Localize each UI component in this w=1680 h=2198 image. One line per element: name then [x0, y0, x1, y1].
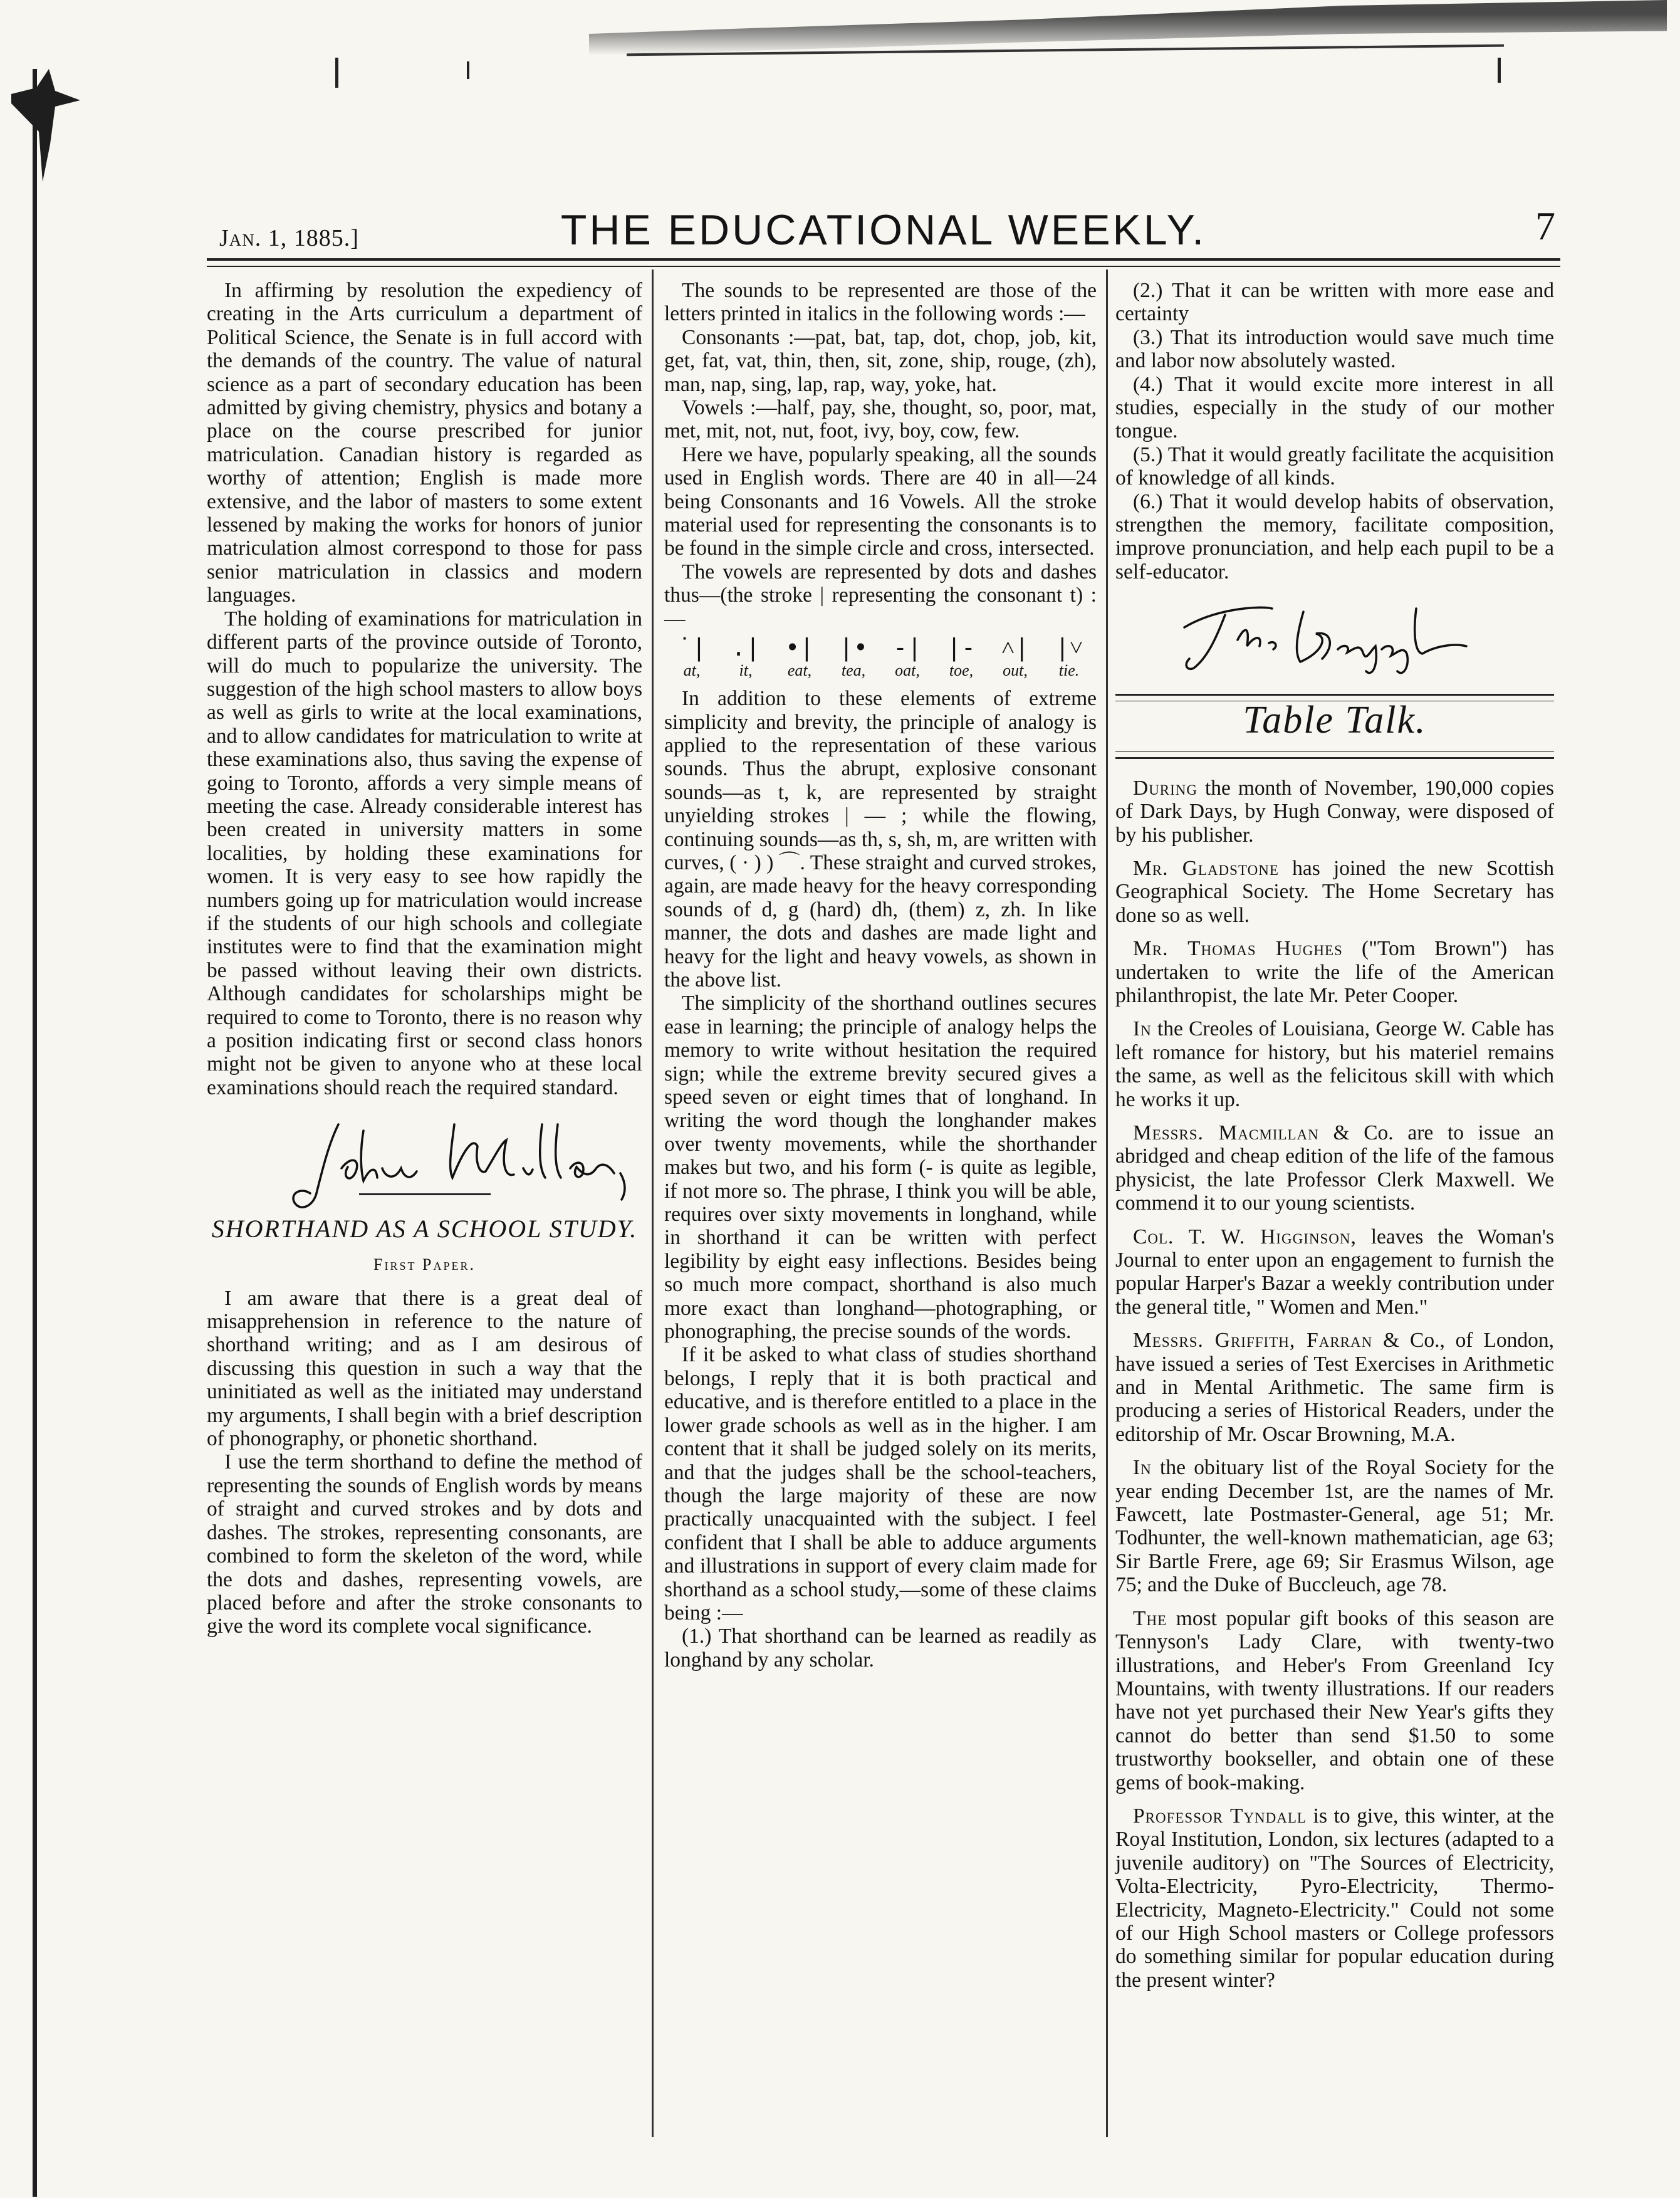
page-header	[207, 188, 1560, 263]
shorthand-word: out,	[1003, 661, 1028, 680]
shorthand-glyph: |•	[839, 634, 868, 662]
item-text: the Creoles of Louisiana, George W. Cable has left romance for history, but his materiel remains the same, as well as the felicitous skill with which he works it up.	[1115, 1017, 1554, 1111]
item-lead: Mr. Gladstone	[1133, 856, 1279, 880]
paragraph: Here we have, popularly speaking, all the sounds used in English words. There are 40 in all—24 being Consonants and 16 Vowels. All the stroke material used for representing the consonants is to be found in the simple circle and cross, intersected.	[664, 442, 1097, 560]
table-talk-item	[1115, 1607, 1554, 1794]
shorthand-glyph: |˅	[1055, 634, 1083, 662]
article-title: SHORTHAND AS A SCHOOL STUDY.	[211, 1215, 638, 1243]
claim: (5.) That it would greatly facilitate the acquisition of knowledge of all kinds.	[1115, 442, 1554, 490]
shorthand-example	[990, 634, 1040, 681]
item-lead: Professor Tyndall	[1133, 1804, 1307, 1828]
item-text: & Co. are to issue an abridged and cheap edition of the life of the famous physicist, the late Professor Clerk Maxwell. We commend it to our young scientists.	[1115, 1121, 1554, 1215]
shorthand-glyph: ˙|	[677, 634, 706, 662]
signature-thos-bengough	[1115, 584, 1554, 684]
column-1	[207, 279, 642, 1638]
shorthand-word: eat,	[787, 661, 812, 680]
item-text: has joined the new Scottish Geographical Society. The Home Secretary has done so as well.	[1115, 856, 1554, 927]
table-talk-heading: Table Talk.	[1243, 699, 1427, 742]
column-2	[664, 279, 1097, 1672]
item-lead: Mr. Thomas Hughes	[1133, 937, 1343, 961]
item-text: is to give, this winter, at the Royal Institution, London, six lectures (adapted to a juvenile auditory) on "The Sources of Electricity, Volta-Electricity, Pyro-Electricity, Thermo-Electricity, Magneto-Electricity." Could not some of our High School masters or College professors do something similar for popular education during the present winter?	[1115, 1804, 1555, 1992]
shorthand-word: tea,	[841, 661, 866, 680]
shorthand-word: oat,	[895, 661, 920, 680]
signature-john-millar	[207, 1099, 642, 1218]
paragraph: The vowels are represented by dots and dashes thus—(the stroke | representing the consonant t) :—	[664, 560, 1097, 631]
shorthand-glyph: •|	[785, 634, 814, 662]
item-lead: Messrs. Griffith, Farran	[1133, 1329, 1373, 1353]
paragraph: The sounds to be represented are those of the letters printed in italics in the following words :—	[664, 279, 1097, 326]
item-text: leaves the Woman's Journal to enter upon an engagement to furnish the popular Harper's Bazar a weekly contribution under the general title, " Women and Men."	[1115, 1225, 1554, 1319]
shorthand-example	[882, 634, 932, 681]
claim: (4.) That it would excite more interest in all studies, especially in the study of our mother tongue.	[1115, 372, 1554, 443]
item-text: the obituary list of the Royal Society for the year ending December 1st, are the names of Mr. Fawcett, late Postmaster-General, age 51; Mr. Todhunter, the well-known mathematician, age 63; Sir Bartle Frere, age 69; Sir Erasmus Wilson, age 75; and the Duke of Buccleuch, age 78.	[1115, 1456, 1554, 1597]
consonants-list: Consonants :—pat, bat, tap, dot, chop, job, kit, get, fat, vat, thin, then, sit, zone, ship, rouge, (zh), man, nap, sing, lap, rap, way, yoke, hat.	[664, 325, 1097, 396]
shorthand-glyph: ˄|	[1001, 634, 1030, 662]
publication-title: THE EDUCATIONAL WEEKLY.	[560, 206, 1207, 254]
shorthand-word: it,	[739, 661, 753, 680]
paragraph: I use the term shorthand to define the method of representing the sounds of English words by means of straight and curved strokes and by dots and dashes. The strokes, representing consonants, are combined to form the skeleton of the word, while the dots and dashes, representing vowels, are placed before and after the stroke consonants to give the word its complete vocal significance.	[207, 1450, 642, 1638]
item-lead: Col. T. W. Higginson,	[1133, 1225, 1357, 1248]
shorthand-word: at,	[683, 661, 701, 680]
shorthand-glyph: -|	[893, 634, 922, 662]
column-divider	[1106, 270, 1108, 2137]
claim: (3.) That its introduction would save much time and labor now absolutely wasted.	[1115, 325, 1554, 373]
item-lead: The	[1133, 1606, 1167, 1630]
header-rule	[207, 258, 1560, 267]
scan-mark	[1498, 58, 1501, 83]
claim: (6.) That it would develop habits of observation, strengthen the memory, facilitate composition, improve pronunciation, and help each pupil to be a self-educator.	[1115, 489, 1554, 584]
column-3	[1115, 279, 1554, 2002]
item-lead: In	[1133, 1017, 1152, 1041]
shorthand-example	[1044, 634, 1094, 681]
paragraph: The simplicity of the shorthand outlines secures ease in learning; the principle of analogy helps the memory to write without hesitation the required sign; while the extreme brevity secured gives a speed seven or eight times that of longhand. In writing the word though the longhander makes over twenty movements, while the shorthander makes but two, and his form (- is quite as legible, if not more so. The phrase, I think you will be able, requires over sixty movements in longhand, while in shorthand it can be written with perfect legibility by eight easy inflections. Besides being so much more compact, shorthand is also much more exact than longhand—photographing, or phonographing, the precise sounds of the words.	[664, 992, 1097, 1344]
item-lead: During	[1133, 776, 1198, 800]
shorthand-glyph: |-	[947, 634, 976, 662]
scan-binding-edge	[33, 69, 37, 2197]
scan-mark	[335, 58, 338, 88]
shorthand-example	[828, 634, 879, 681]
vowels-list: Vowels :—half, pay, she, thought, so, poor, mat, met, mit, not, nut, foot, ivy, boy, cow, few.	[664, 396, 1097, 443]
shorthand-example	[775, 634, 825, 681]
table-talk-item	[1115, 1456, 1554, 1596]
shorthand-example	[721, 634, 771, 681]
paragraph: In addition to these elements of extreme simplicity and brevity, the principle of analogy is applied to the representation of these various sounds. Thus the abrupt, explosive consonant sounds—as t, k, are represented by straight unyielding strokes | — ; while the flowing, continuing sounds—as th, s, sh, m, are written with curves, ( · ) ) ⌒. These straight and curved strokes, again, are made heavy for the heavy corresponding sounds of d, g (hard) dh, (them) z, zh. In like manner, the dots and dashes are made light and heavy for the light and heavy vowels, as shown in the above list.	[664, 687, 1097, 992]
item-lead: Messrs. Macmillan	[1133, 1121, 1319, 1144]
table-talk-item	[1115, 857, 1554, 927]
shorthand-word: tie.	[1058, 661, 1080, 680]
table-talk-item	[1115, 1121, 1554, 1215]
shorthand-example	[667, 634, 717, 681]
column-divider	[652, 270, 654, 2137]
item-text: most popular gift books of this season are Tennyson's Lady Clare, with twenty-two illustrations, and Heber's From Greenland Icy Mountains, with twenty illustrations. If our readers have not yet purchased their New Year's gifts they cannot do better than send $1.50 to some trustworthy bookseller, and obtain one of these gems of book-making.	[1115, 1606, 1554, 1794]
shorthand-glyph: .|	[731, 634, 760, 662]
shorthand-word: toe,	[949, 661, 974, 680]
table-talk-items	[1115, 777, 1554, 1992]
paragraph: I am aware that there is a great deal of misapprehension in reference to the nature of shorthand writing; and as I am desirous of discussing this question in such a way that the uninitiated as well as the initiated may understand my arguments, I shall begin with a brief description of phonography, or phonetic shorthand.	[207, 1286, 642, 1451]
item-text: & Co., of London, have issued a series of Test Exercises in Arithmetic and in Mental Arithmetic. The same firm is producing a series of Historical Readers, under the editorship of Mr. Oscar Browning, M.A.	[1115, 1329, 1554, 1446]
table-talk-item	[1115, 1017, 1554, 1111]
page-number: 7	[1535, 204, 1555, 248]
shorthand-vowel-examples	[664, 631, 1097, 681]
item-text: the month of November, 190,000 copies of Dark Days, by Hugh Conway, were disposed of by his publisher.	[1115, 776, 1554, 847]
paragraph: (1.) That shorthand can be learned as readily as longhand by any scholar.	[664, 1625, 1097, 1672]
section-rule	[359, 1193, 491, 1195]
table-talk-rule	[1115, 751, 1554, 759]
item-text: ("Tom Brown") has undertaken to write the life of the American philanthropist, the late Mr. Peter Cooper.	[1115, 937, 1554, 1007]
item-lead: In	[1133, 1456, 1152, 1480]
table-talk-item	[1115, 777, 1554, 847]
paragraph: The holding of examinations for matriculation in different parts of the province outside of Toronto, will do much to popularize the university. The suggestion of the high school masters to allow boys as well as girls to write at the local examinations, and to allow candidates for matriculation to write at these examinations also, thus saving the expense of going to Toronto, affords a very simple means of meeting the case. Already considerable interest has been created in university matters in some localities, by holding these examinations for women. It is very easy to see how rapidly the numbers going up for matriculation would increase if the students of our high schools and collegiate institutes were to find that the examination might be passed without leaving their own districts. Although candidates for scholarships might be required to come to Toronto, there is no reason why a position indicating first or second class honors might not be given to anyone who at these local examinations should reach the required standard.	[207, 607, 642, 1099]
table-talk-item	[1115, 937, 1554, 1007]
article-subtitle: First Paper.	[373, 1255, 476, 1274]
issue-date: Jan. 1, 1885.]	[219, 225, 359, 251]
paragraph: If it be asked to what class of studies shorthand belongs, I reply that it is both practical and educative, and is therefore entitled to a place in the lower grade schools as well as in the higher. I am content that it shall be judged solely on its merits, and that the judges shall be the school-teachers, though the large majority of these are now practically unacquainted with the subject. I feel confident that I shall be able to adduce arguments and illustrations in support of every claim made for shorthand as a school study,—some of these claims being :—	[664, 1343, 1097, 1625]
table-talk-item	[1115, 1804, 1554, 1992]
scan-binding-blob	[11, 69, 80, 182]
paragraph: In affirming by resolution the expediency of creating in the Arts curriculum a department of Political Science, the Senate is in full accord with the demands of the country. The value of natural science as a part of secondary education has been admitted by giving chemistry, physics and botany a place on the course prescribed for junior matriculation. Canadian history is regarded as worthy of attention; English is made more extensive, and the labor of masters to some extent lessened by making the works for honors of junior matriculation almost correspond to those for pass senior matriculation in classics and modern languages.	[207, 279, 642, 607]
claim: (2.) That it can be written with more ease and certainty	[1115, 279, 1554, 326]
table-talk-item	[1115, 1225, 1554, 1319]
scan-mark	[467, 61, 469, 79]
table-talk-item	[1115, 1329, 1554, 1446]
shorthand-example	[936, 634, 986, 681]
